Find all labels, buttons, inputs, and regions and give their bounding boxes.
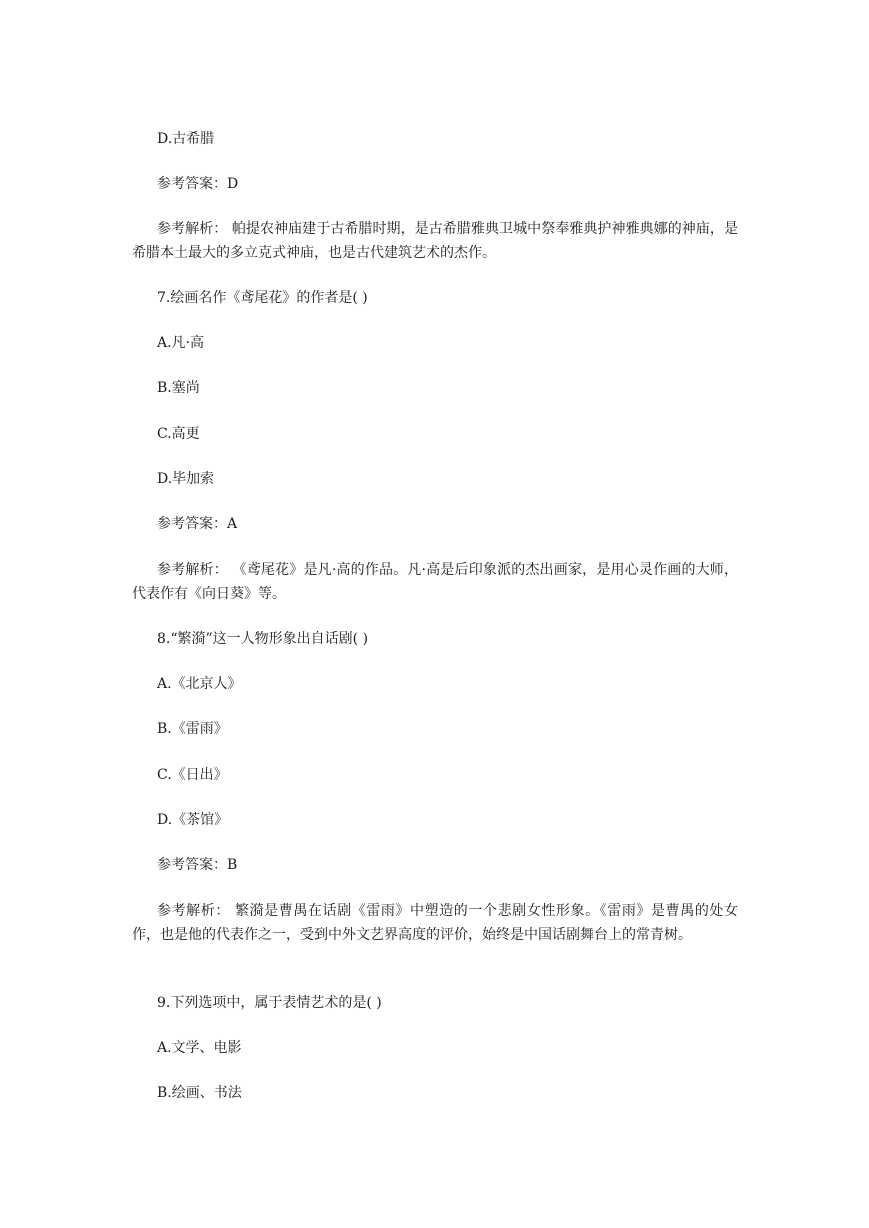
option-c-q8: C.《日出》 [157, 767, 228, 783]
answer-q6: 参考答案：D [157, 176, 239, 192]
answer-q7: 参考答案：A [157, 516, 238, 532]
question-8: 8.“繁漪”这一人物形象出自话剧( ) [157, 631, 369, 647]
option-b-q8: B.《雷雨》 [157, 721, 228, 737]
explanation-q6: 参考解析： 帕提农神庙建于古希腊时期，是古希腊雅典卫城中祭奉雅典护神雅典娜的神庙，是希腊本土最大的多立克式神庙，也是古代建筑艺术的杰作。 [132, 221, 738, 261]
option-d-q7: D.毕加索 [157, 471, 215, 487]
option-b-q7: B.塞尚 [157, 380, 200, 396]
question-7: 7.绘画名作《鸢尾花》的作者是( ) [157, 290, 368, 306]
explanation-q7: 参考解析： 《鸢尾花》是凡·高的作品。凡·高是后印象派的杰出画家，是用心灵作画的大师，代表作有《向日葵》等。 [132, 562, 738, 602]
option-a-q7: A.凡·高 [157, 335, 205, 351]
explanation-q8: 参考解析： 繁漪是曹禺在话剧《雷雨》中塑造的一个悲剧女性形象。《雷雨》是曹禺的处女作，也是他的代表作之一，受到中外文艺界高度的评价，始终是中国话剧舞台上的常青树。 [132, 903, 738, 943]
question-9: 9.下列选项中，属于表情艺术的是( ) [157, 995, 382, 1011]
option-a-q9: A.文学、电影 [157, 1040, 242, 1056]
option-c-q7: C.高更 [157, 426, 200, 442]
option-d-q6: D.古希腊 [157, 131, 215, 147]
answer-q8: 参考答案：B [157, 857, 238, 873]
option-d-q8: D.《茶馆》 [157, 812, 229, 828]
option-b-q9: B.绘画、书法 [157, 1085, 242, 1101]
option-a-q8: A.《北京人》 [157, 676, 242, 692]
